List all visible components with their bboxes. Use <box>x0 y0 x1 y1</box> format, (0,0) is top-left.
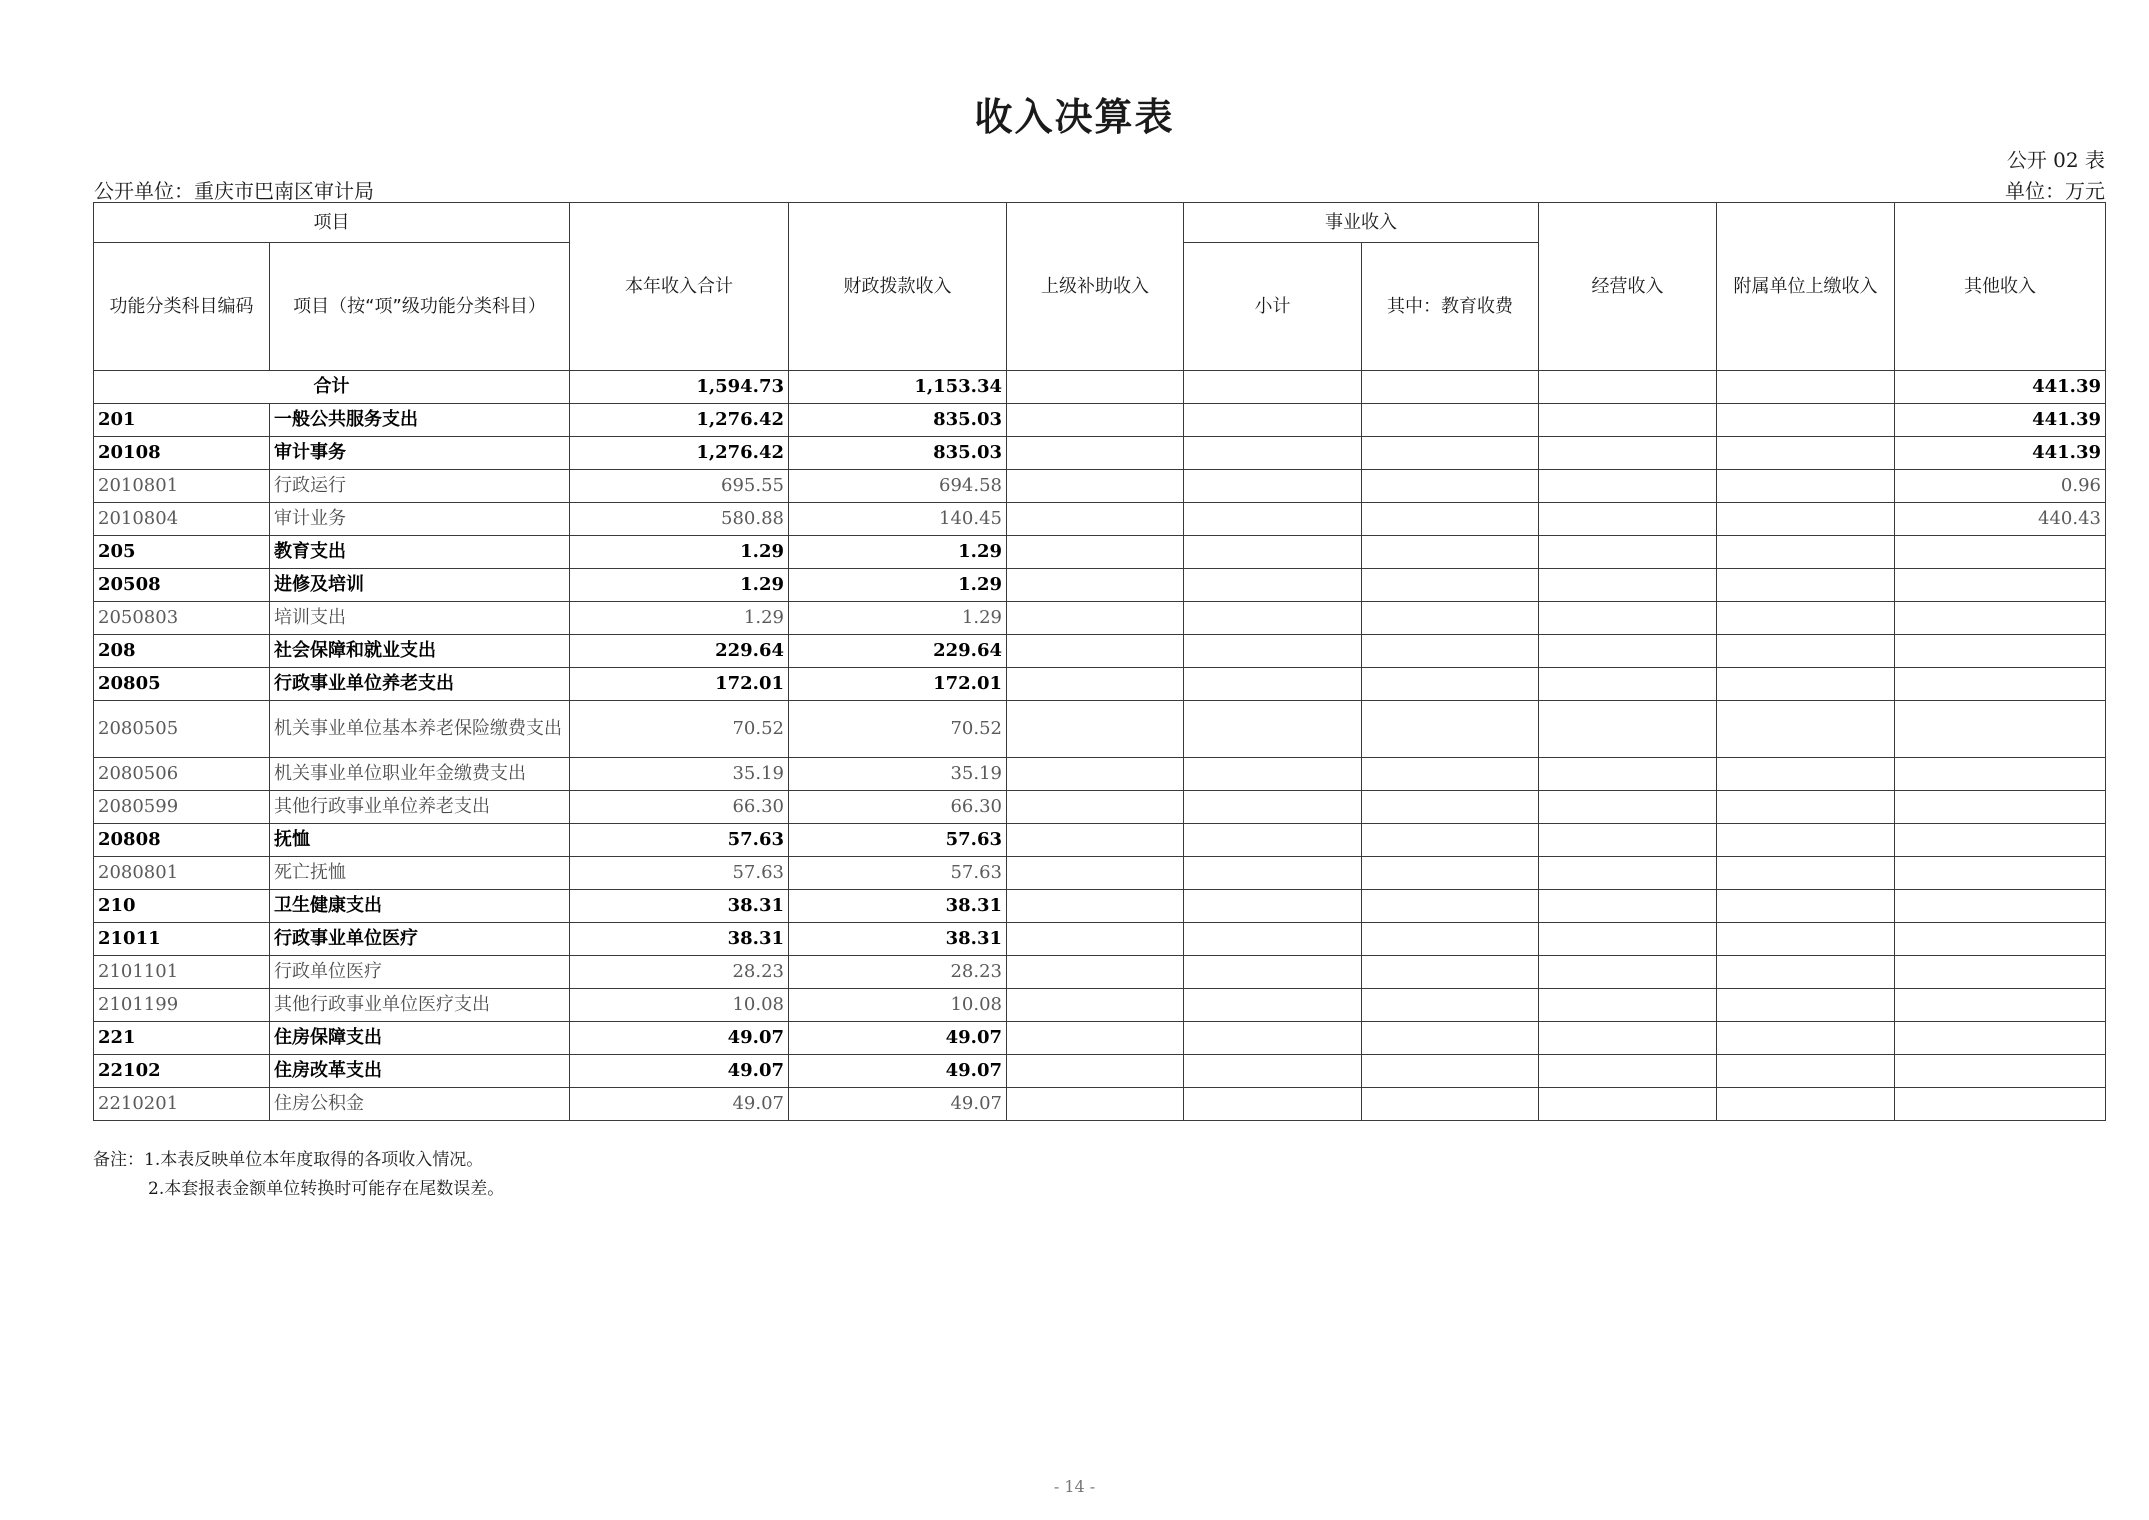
row-code: 201 <box>94 404 270 437</box>
row-fiscal: 35.19 <box>789 758 1007 791</box>
row-code: 2101101 <box>94 956 270 989</box>
row-other <box>1895 668 2106 701</box>
row-total: 49.07 <box>570 1055 789 1088</box>
row-name: 培训支出 <box>270 602 570 635</box>
table-row <box>94 404 2106 437</box>
header-subtotal: 小计 <box>1184 243 1362 371</box>
row-fiscal: 1.29 <box>789 602 1007 635</box>
total-row <box>94 371 2106 404</box>
row-total: 38.31 <box>570 890 789 923</box>
row-name: 住房保障支出 <box>270 1022 570 1055</box>
table-row <box>94 1055 2106 1088</box>
row-fiscal: 66.30 <box>789 791 1007 824</box>
row-code: 21011 <box>94 923 270 956</box>
row-total: 229.64 <box>570 635 789 668</box>
row-name: 其他行政事业单位养老支出 <box>270 791 570 824</box>
header-other: 其他收入 <box>1895 203 2106 371</box>
header-affiliated: 附属单位上缴收入 <box>1717 203 1895 371</box>
page-title: 收入决算表 <box>974 95 1175 139</box>
row-total: 695.55 <box>570 470 789 503</box>
row-code: 22102 <box>94 1055 270 1088</box>
page-number: - 14 - <box>1053 1477 1096 1496</box>
row-name: 审计事务 <box>270 437 570 470</box>
row-total: 172.01 <box>570 668 789 701</box>
row-fiscal: 229.64 <box>789 635 1007 668</box>
row-other <box>1895 635 2106 668</box>
row-fiscal: 38.31 <box>789 923 1007 956</box>
row-name: 死亡抚恤 <box>270 857 570 890</box>
row-name: 教育支出 <box>270 536 570 569</box>
row-fiscal: 140.45 <box>789 503 1007 536</box>
row-code: 20108 <box>94 437 270 470</box>
row-total: 57.63 <box>570 857 789 890</box>
row-code: 2101199 <box>94 989 270 1022</box>
row-total: 10.08 <box>570 989 789 1022</box>
row-other <box>1895 1022 2106 1055</box>
table-row <box>94 701 2106 758</box>
row-code: 210 <box>94 890 270 923</box>
row-fiscal: 49.07 <box>789 1022 1007 1055</box>
row-code: 2010804 <box>94 503 270 536</box>
row-name: 社会保障和就业支出 <box>270 635 570 668</box>
row-other <box>1895 602 2106 635</box>
total-subtotal <box>1184 371 1362 404</box>
row-name: 进修及培训 <box>270 569 570 602</box>
row-other <box>1895 1055 2106 1088</box>
total-income: 1,594.73 <box>570 371 789 404</box>
row-name: 行政事业单位养老支出 <box>270 668 570 701</box>
row-other <box>1895 1088 2106 1121</box>
row-fiscal: 10.08 <box>789 989 1007 1022</box>
row-code: 2210201 <box>94 1088 270 1121</box>
row-fiscal: 694.58 <box>789 470 1007 503</box>
row-code: 2080505 <box>94 701 270 758</box>
table-row <box>94 824 2106 857</box>
total-other: 441.39 <box>1895 371 2106 404</box>
row-total: 35.19 <box>570 758 789 791</box>
row-name: 行政事业单位医疗 <box>270 923 570 956</box>
table-row <box>94 437 2106 470</box>
row-total: 38.31 <box>570 923 789 956</box>
row-name: 行政运行 <box>270 470 570 503</box>
row-other <box>1895 824 2106 857</box>
row-other <box>1895 791 2106 824</box>
table-row <box>94 503 2106 536</box>
row-fiscal: 835.03 <box>789 437 1007 470</box>
header-education-fees: 其中：教育收费 <box>1362 243 1539 371</box>
total-superior <box>1007 371 1184 404</box>
row-other <box>1895 956 2106 989</box>
row-code: 205 <box>94 536 270 569</box>
income-final-accounts-table <box>93 202 2106 1121</box>
row-fiscal: 70.52 <box>789 701 1007 758</box>
table-row <box>94 857 2106 890</box>
row-other <box>1895 701 2106 758</box>
row-other <box>1895 857 2106 890</box>
row-code: 2080506 <box>94 758 270 791</box>
row-fiscal: 1.29 <box>789 536 1007 569</box>
header-operating: 经营收入 <box>1539 203 1717 371</box>
row-other: 441.39 <box>1895 437 2106 470</box>
total-affiliated <box>1717 371 1895 404</box>
row-total: 1,276.42 <box>570 437 789 470</box>
row-fiscal: 172.01 <box>789 668 1007 701</box>
row-code: 20508 <box>94 569 270 602</box>
note-line-1: 备注：1.本表反映单位本年度取得的各项收入情况。 <box>93 1150 484 1170</box>
row-other: 441.39 <box>1895 404 2106 437</box>
note-line-2: 2.本套报表金额单位转换时可能存在尾数误差。 <box>148 1179 505 1199</box>
row-fiscal: 38.31 <box>789 890 1007 923</box>
row-total: 28.23 <box>570 956 789 989</box>
header-fiscal: 财政拨款收入 <box>789 203 1007 371</box>
row-other <box>1895 989 2106 1022</box>
row-name: 审计业务 <box>270 503 570 536</box>
table-row <box>94 890 2106 923</box>
table-row <box>94 668 2106 701</box>
row-fiscal: 49.07 <box>789 1055 1007 1088</box>
row-name: 卫生健康支出 <box>270 890 570 923</box>
row-total: 580.88 <box>570 503 789 536</box>
row-code: 2080599 <box>94 791 270 824</box>
row-total: 1.29 <box>570 602 789 635</box>
table-row <box>94 1088 2106 1121</box>
table-row <box>94 956 2106 989</box>
row-total: 49.07 <box>570 1088 789 1121</box>
total-education <box>1362 371 1539 404</box>
table-row <box>94 989 2106 1022</box>
row-other <box>1895 536 2106 569</box>
header-name: 项目（按“项”级功能分类科目） <box>270 243 570 371</box>
row-total: 1.29 <box>570 536 789 569</box>
table-row <box>94 470 2106 503</box>
row-name: 行政单位医疗 <box>270 956 570 989</box>
row-total: 57.63 <box>570 824 789 857</box>
row-other: 440.43 <box>1895 503 2106 536</box>
total-fiscal: 1,153.34 <box>789 371 1007 404</box>
table-row <box>94 635 2106 668</box>
row-name: 其他行政事业单位医疗支出 <box>270 989 570 1022</box>
table-row <box>94 758 2106 791</box>
table-row <box>94 923 2106 956</box>
row-code: 20805 <box>94 668 270 701</box>
row-name: 一般公共服务支出 <box>270 404 570 437</box>
row-total: 1.29 <box>570 569 789 602</box>
table-row <box>94 569 2106 602</box>
row-code: 221 <box>94 1022 270 1055</box>
header-superior: 上级补助收入 <box>1007 203 1184 371</box>
table-row <box>94 536 2106 569</box>
row-code: 2080801 <box>94 857 270 890</box>
total-operating <box>1539 371 1717 404</box>
total-label: 合计 <box>94 371 570 404</box>
header-total: 本年收入合计 <box>570 203 789 371</box>
row-other <box>1895 569 2106 602</box>
row-fiscal: 49.07 <box>789 1088 1007 1121</box>
row-code: 2050803 <box>94 602 270 635</box>
row-total: 70.52 <box>570 701 789 758</box>
table-row <box>94 791 2106 824</box>
row-code: 2010801 <box>94 470 270 503</box>
row-code: 20808 <box>94 824 270 857</box>
row-fiscal: 57.63 <box>789 857 1007 890</box>
row-other <box>1895 923 2106 956</box>
row-fiscal: 28.23 <box>789 956 1007 989</box>
row-other <box>1895 890 2106 923</box>
row-fiscal: 835.03 <box>789 404 1007 437</box>
row-total: 1,276.42 <box>570 404 789 437</box>
table-row <box>94 602 2106 635</box>
row-name: 住房公积金 <box>270 1088 570 1121</box>
header-business-income: 事业收入 <box>1184 203 1539 243</box>
row-fiscal: 1.29 <box>789 569 1007 602</box>
row-total: 49.07 <box>570 1022 789 1055</box>
notes <box>93 1146 504 1204</box>
row-total: 66.30 <box>570 791 789 824</box>
row-code: 208 <box>94 635 270 668</box>
row-fiscal: 57.63 <box>789 824 1007 857</box>
row-other: 0.96 <box>1895 470 2106 503</box>
row-name: 住房改革支出 <box>270 1055 570 1088</box>
row-other <box>1895 758 2106 791</box>
table-row <box>94 1022 2106 1055</box>
row-name: 抚恤 <box>270 824 570 857</box>
header-project: 项目 <box>94 203 570 243</box>
form-number: 公开 02 表 <box>2006 148 2105 172</box>
reporting-unit: 公开单位：重庆市巴南区审计局 <box>94 179 374 203</box>
row-name: 机关事业单位基本养老保险缴费支出 <box>270 701 570 758</box>
row-name: 机关事业单位职业年金缴费支出 <box>270 758 570 791</box>
currency-unit: 单位：万元 <box>2005 179 2105 203</box>
header-code: 功能分类科目编码 <box>94 243 270 371</box>
